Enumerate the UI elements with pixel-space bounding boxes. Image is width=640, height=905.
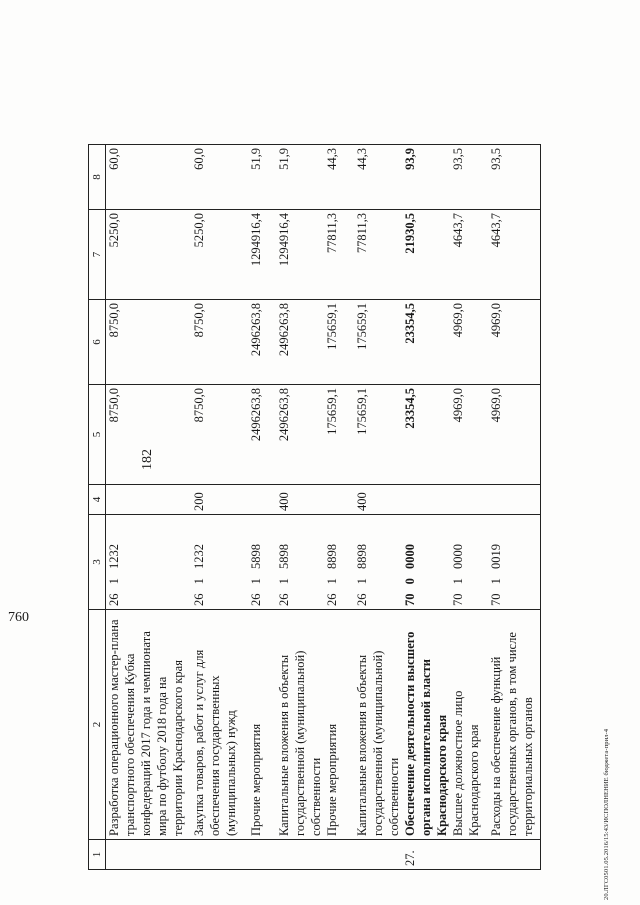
row-number: 27. [402,840,450,870]
column-header: 3 [89,515,106,610]
table-row [488,145,541,870]
sheet-number: 760 [8,610,29,625]
row-col6: 4969,0 [488,300,541,385]
column-header: 4 [89,485,106,515]
row-vr: 200 [191,485,248,515]
table-row [191,145,248,870]
row-code: 26 1 8898 [324,515,354,610]
row-name: Капитальные вложения в объекты государственной (муниципальной) собственности [354,610,402,840]
row-col6: 2496263,8 [276,300,324,385]
table-row [276,145,324,870]
row-name: Обеспечение деятельности высшего органа исполнительной власти Краснодарского края [402,610,450,840]
column-header: 7 [89,210,106,300]
row-col6: 8750,0 [191,300,248,385]
row-code: 70 1 0019 [488,515,541,610]
row-number [450,840,488,870]
row-col6: 175659,1 [324,300,354,385]
page-number: 182 [140,449,155,470]
row-vr [248,485,276,515]
row-col7: 77811,3 [354,210,402,300]
row-vr [106,485,192,515]
row-col7: 4643,7 [488,210,541,300]
row-col5: 8750,0 [191,385,248,485]
row-col6: 175659,1 [354,300,402,385]
column-header: 5 [89,385,106,485]
row-col6: 23354,5 [402,300,450,385]
row-vr: 400 [276,485,324,515]
row-name: Закупка товаров, работ и услуг для обеспечения государственных (муниципальных) нужд [191,610,248,840]
row-col8: 44,3 [324,145,354,210]
row-col7: 21930,5 [402,210,450,300]
column-header: 6 [89,300,106,385]
row-vr [324,485,354,515]
row-code: 26 1 5898 [248,515,276,610]
row-vr [488,485,541,515]
table-row [450,145,488,870]
row-col5: 4969,0 [450,385,488,485]
row-vr: 400 [354,485,402,515]
row-number [324,840,354,870]
row-col8: 51,9 [276,145,324,210]
row-col7: 77811,3 [324,210,354,300]
row-col8: 93,5 [450,145,488,210]
row-col7: 1294916,4 [248,210,276,300]
table-row [402,145,450,870]
row-number [106,840,192,870]
row-vr [450,485,488,515]
row-code: 26 1 8898 [354,515,402,610]
row-code: 26 1 1232 [106,515,192,610]
row-code: 26 1 1232 [191,515,248,610]
row-number [488,840,541,870]
row-code: 26 1 5898 [276,515,324,610]
row-col6: 2496263,8 [248,300,276,385]
row-col8: 60,0 [106,145,192,210]
file-code-footer: 20.ЛГС0501.05.2016/15:43/ИСПОЛНЕНИЕ бюджета-прил-4 [603,728,610,900]
row-col7: 5250,0 [106,210,192,300]
row-col8: 93,5 [488,145,541,210]
row-code: 70 0 0000 [402,515,450,610]
row-name: Прочие мероприятия [324,610,354,840]
row-col5: 4969,0 [488,385,541,485]
row-col7: 5250,0 [191,210,248,300]
row-code: 70 1 0000 [450,515,488,610]
row-col8: 93,9 [402,145,450,210]
row-col5: 175659,1 [354,385,402,485]
row-number [248,840,276,870]
table-row [106,145,192,870]
row-name: Разработка операционного мастер-плана транспортного обеспечения Кубка конфедераций 2017 года и чемпионата мира по футболу 2018 года на территории Краснодарского края [106,610,192,840]
column-header: 1 [89,840,106,870]
row-name: Расходы на обеспечение функций государственных органов, в том числе территориальных органов [488,610,541,840]
row-col5: 2496263,8 [248,385,276,485]
row-number [191,840,248,870]
row-name: Капитальные вложения в объекты государственной (муниципальной) собственности [276,610,324,840]
row-number [276,840,324,870]
row-col7: 4643,7 [450,210,488,300]
column-header: 2 [89,610,106,840]
row-vr [402,485,450,515]
table-row [354,145,402,870]
row-col6: 8750,0 [106,300,192,385]
row-col5: 2496263,8 [276,385,324,485]
row-col5: 8750,0 [106,385,192,485]
row-col6: 4969,0 [450,300,488,385]
row-col8: 44,3 [354,145,402,210]
column-header: 8 [89,145,106,210]
budget-table [88,144,541,870]
row-col8: 60,0 [191,145,248,210]
row-name: Высшее должностное лицо Краснодарского края [450,610,488,840]
row-col5: 175659,1 [324,385,354,485]
table-header-row [89,145,106,870]
row-col7: 1294916,4 [276,210,324,300]
table-row [248,145,276,870]
row-number [354,840,402,870]
row-col8: 51,9 [248,145,276,210]
table-row [324,145,354,870]
row-col5: 23354,5 [402,385,450,485]
row-name: Прочие мероприятия [248,610,276,840]
